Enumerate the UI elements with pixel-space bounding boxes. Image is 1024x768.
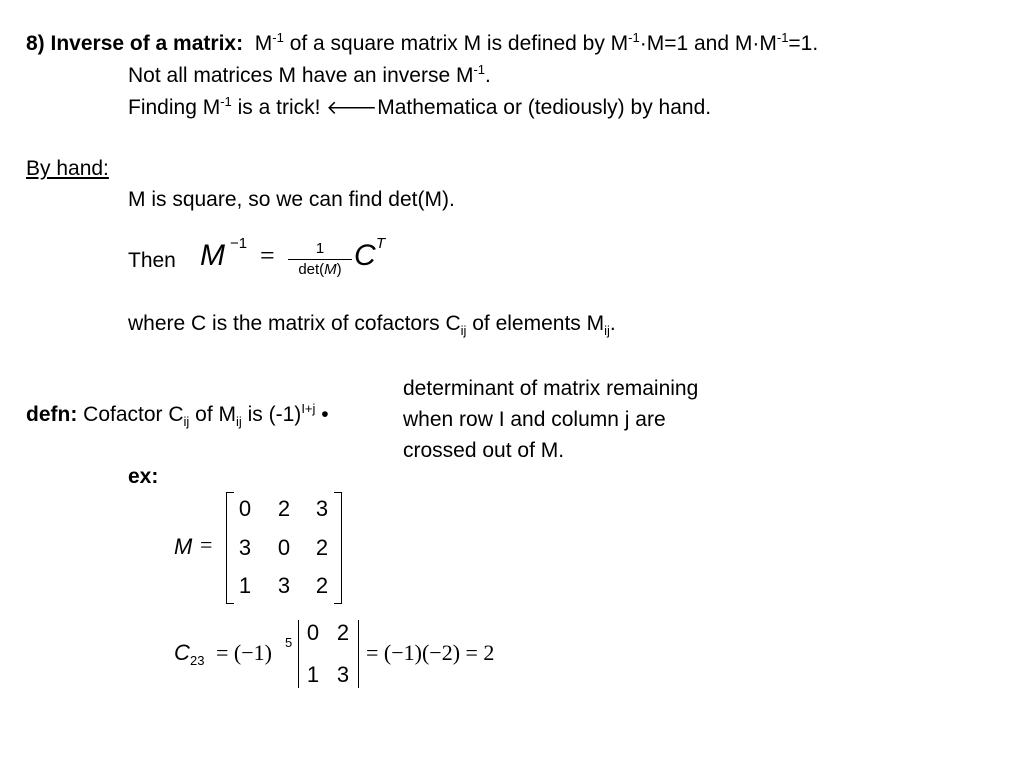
cofactor-exponent: 5	[285, 635, 293, 650]
defn-desc-line-3: crossed out of M.	[403, 439, 565, 462]
matrix-cell: 3	[238, 535, 252, 560]
matrix-cell: 3	[315, 496, 329, 521]
matrix-cell: 2	[315, 535, 329, 560]
formula-rhs: C	[354, 239, 376, 272]
matrix-cell: 0	[277, 535, 291, 560]
fraction-bar	[288, 259, 352, 260]
matrix-lhs: M	[174, 534, 193, 559]
matrix-cell: 1	[238, 573, 252, 598]
matrix-equals: =	[200, 532, 213, 557]
by-hand-label: By hand:	[26, 157, 109, 180]
minor-cell: 3	[336, 662, 350, 687]
cofactor-equation	[174, 620, 534, 690]
section-title: 8) Inverse of a matrix:	[26, 32, 244, 55]
formula-lhs: M	[200, 239, 225, 272]
matrix-cell: 2	[277, 496, 291, 521]
matrix-cell: 2	[315, 573, 329, 598]
fraction-denominator: det(M)	[298, 261, 342, 278]
determinant-right-bar	[358, 620, 359, 688]
heading-text: $M^{-1}$ of a square matrix M is defined by $M^{-1}\cdot M=1$ and $M\cdot M^{-1}=1$.	[254, 30, 819, 55]
by-hand-line-3: where C is the matrix of cofactors $C_{ij}$ of elements $M_{ij}$.	[128, 312, 616, 338]
defn-desc-line-1: determinant of matrix remaining	[403, 377, 699, 400]
cofactor-lhs: C	[174, 640, 190, 665]
matrix-cell: 0	[238, 496, 252, 521]
formula-lhs-sup: −1	[230, 235, 248, 252]
then-label: Then	[128, 249, 176, 272]
fraction-numerator: 1	[315, 240, 325, 257]
formula-equals: =	[260, 241, 275, 270]
minor-cell: 1	[306, 662, 320, 687]
cofactor-lhs-sub: 23	[190, 653, 205, 668]
heading-line-1	[26, 30, 819, 55]
defn-line: defn: Cofactor $C_{ij}$ of $M_{ij}$ is $(-1)^{I+j}$ •	[26, 401, 329, 429]
bullet: •	[321, 403, 329, 426]
defn-desc-line-2: when row I and column j are	[403, 408, 666, 431]
by-hand-line-1: M is square, so we can find det(M).	[128, 188, 455, 211]
matrix-equation	[174, 490, 354, 605]
formula-rhs-sup: T	[376, 235, 386, 252]
cofactor-sign-term: = (−1)	[216, 640, 272, 665]
minor-cell: 2	[336, 620, 350, 645]
formula-fraction	[288, 241, 352, 278]
cofactor-result: = (−1)(−2) = 2	[366, 640, 495, 665]
matrix-cell: 3	[277, 573, 291, 598]
example-label: ex:	[128, 465, 159, 488]
minor-cell: 0	[306, 620, 320, 645]
heading-line-3: Finding $M^{-1}$ is a trick! 🡐Mathematica or (tediously) by hand.	[128, 94, 712, 119]
defn-label: defn:	[26, 403, 78, 426]
left-arrow-icon: 🡐	[326, 97, 378, 119]
heading-line-2: Not all matrices M have an inverse $M^{-1}$.	[128, 62, 491, 87]
